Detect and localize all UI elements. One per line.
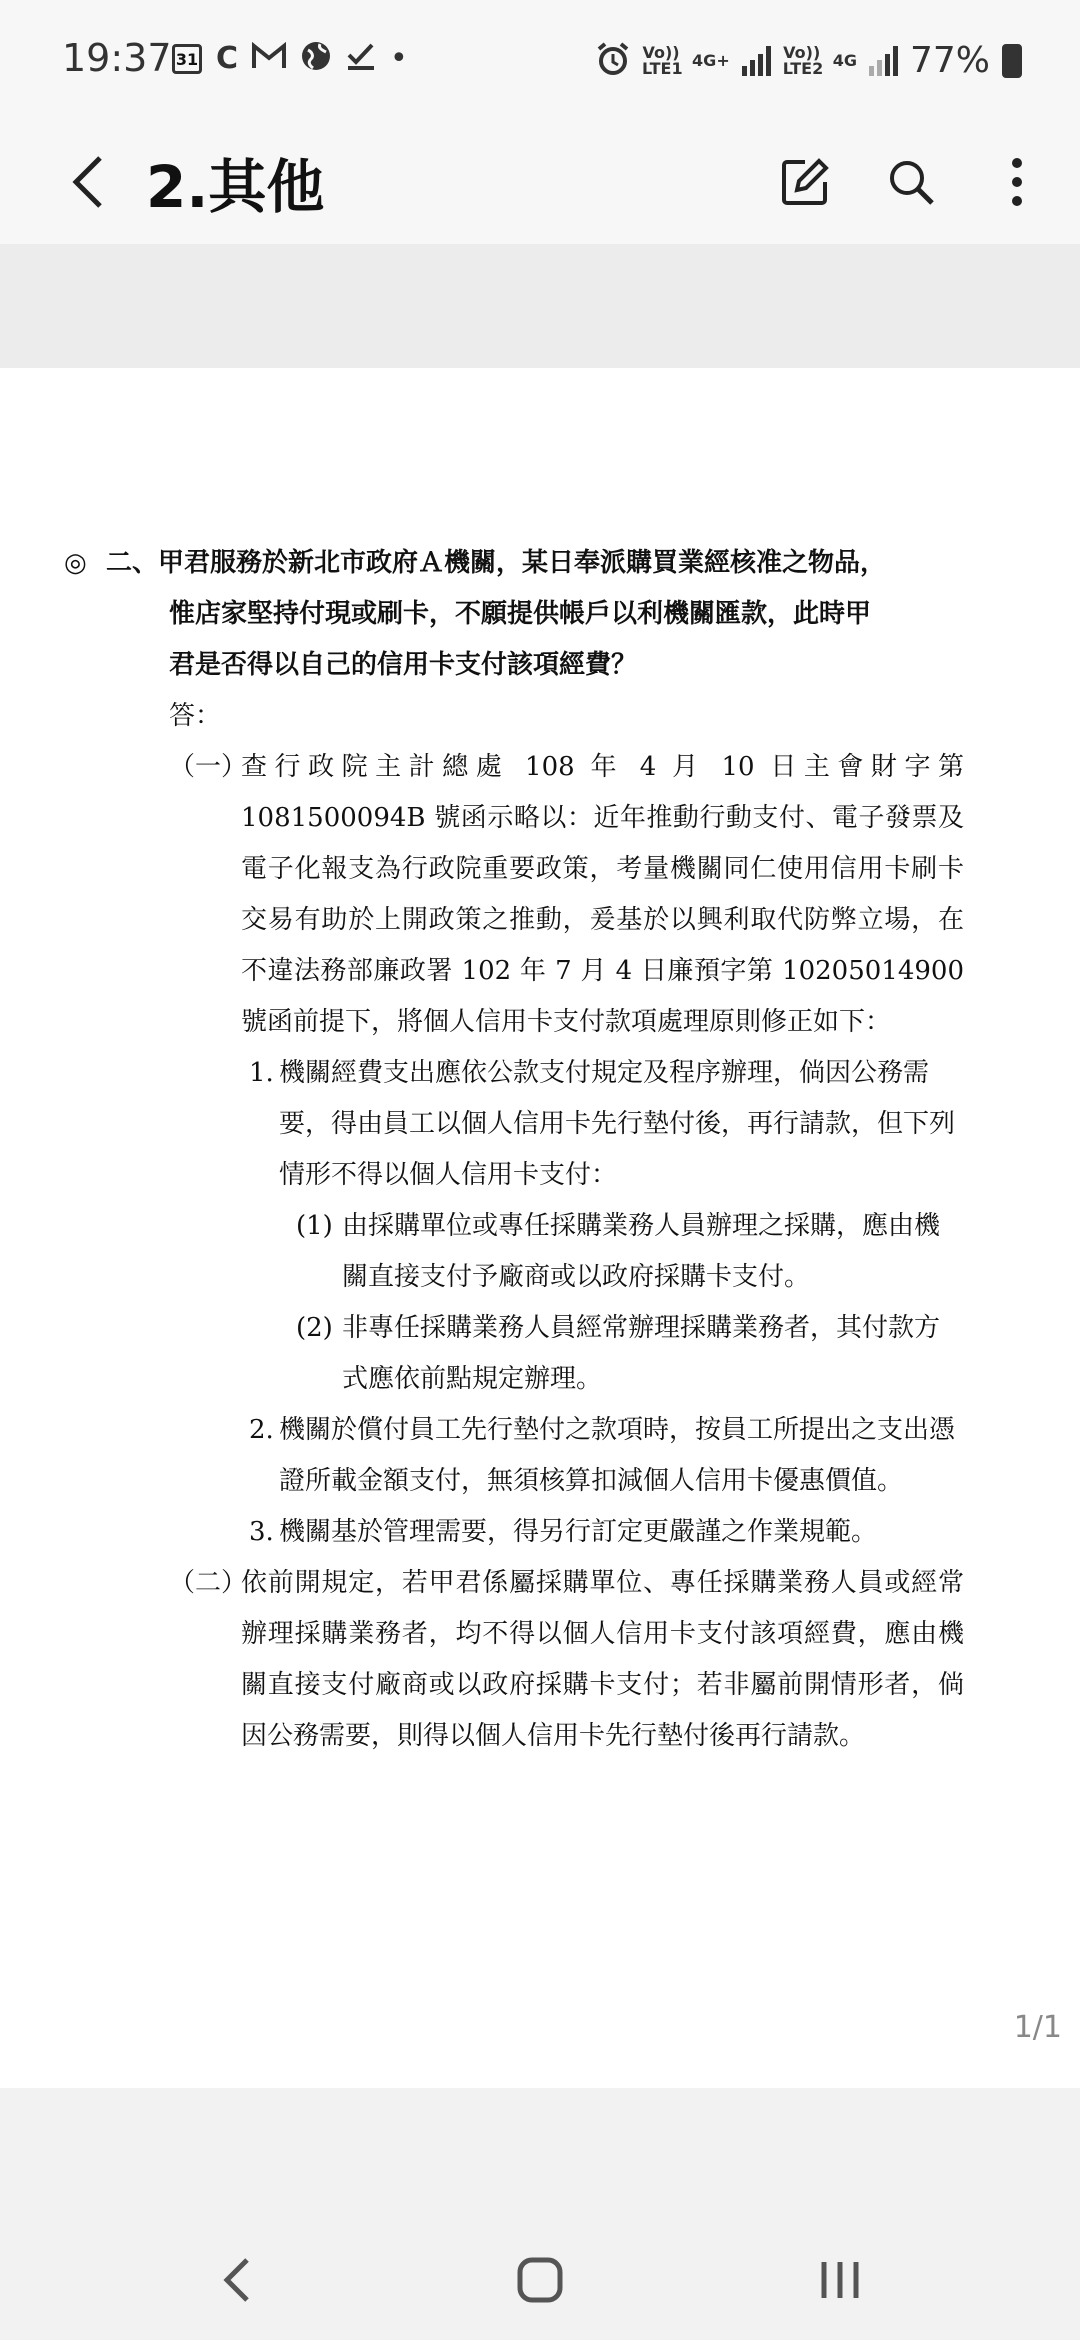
sub-item-label: 3.	[249, 1517, 274, 1547]
nav-home-button[interactable]	[500, 2240, 580, 2320]
nav-back-button[interactable]	[196, 2240, 276, 2320]
sim2-label: Vo)) LTE2	[782, 42, 824, 78]
sub-sub-item-1	[64, 1201, 964, 1303]
check-download-icon	[346, 41, 376, 77]
sub-item-label: 1.	[249, 1058, 274, 1088]
document-content	[64, 538, 964, 1762]
chevron-left-icon	[70, 154, 106, 210]
page-title: 2.其他	[146, 153, 325, 221]
back-button[interactable]	[58, 142, 118, 222]
edit-button[interactable]	[772, 142, 838, 222]
sim1-network: 4G+	[692, 50, 730, 70]
page-indicator: 1/1	[1013, 2010, 1062, 2045]
calendar-icon: 31	[172, 44, 202, 74]
answer-label: 答：	[169, 701, 222, 731]
sub-item-2	[64, 1405, 964, 1507]
sub-sub-item-label: (1)	[296, 1211, 333, 1241]
sub-item-label: 2.	[249, 1415, 274, 1445]
battery-percent: 77%	[909, 40, 990, 81]
sim1-label: Vo)) LTE1	[642, 42, 683, 78]
more-options-button[interactable]	[984, 142, 1050, 222]
sub-item-text: 機關於償付員工先行墊付之款項時，按員工所提出之支出憑證所載金額支付，無須核算扣減個人信用卡優惠價值。	[279, 1415, 956, 1496]
item-label: （一）	[169, 752, 248, 782]
status-time: 19:37	[62, 36, 172, 80]
question-line-1: 二、甲君服務於新北市政府Ａ機關，某日奉派購買業經核准之物品，	[106, 548, 887, 578]
app-bar	[0, 120, 1080, 244]
search-icon	[886, 157, 936, 207]
system-status	[596, 40, 1022, 81]
nav-recents-button[interactable]	[800, 2240, 880, 2320]
home-icon	[516, 2256, 564, 2304]
signal-1-icon	[742, 46, 771, 76]
navigation-bar	[0, 2090, 1080, 2340]
sub-sub-item-2	[64, 1303, 964, 1405]
search-button[interactable]	[878, 142, 944, 222]
notification-icons	[172, 40, 408, 78]
viewer-margin	[0, 244, 1080, 368]
question-line-2: 惟店家堅持付現或刷卡，不願提供帳戶以利機關匯款，此時甲	[169, 599, 872, 629]
sub-item-1	[64, 1048, 964, 1201]
globe-icon	[300, 40, 332, 78]
sub-item-text: 機關經費支出應依公款支付規定及程序辦理，倘因公務需要，得由員工以個人信用卡先行墊付後，再行請款，但下列情形不得以個人信用卡支付：	[279, 1058, 956, 1190]
app-bar-actions	[772, 142, 1050, 222]
c-app-icon: C	[216, 41, 239, 76]
bullet-mark: ◎	[64, 548, 87, 578]
alarm-icon	[596, 42, 630, 80]
item-text: 依前開規定，若甲君係屬採購單位、專任採購業務人員或經常辦理採購業務者，均不得以個人信用卡支付該項經費，應由機關直接支付廠商或以政府採購卡支付；若非屬前開情形者，倘因公務需要，則得以個人信用卡先行墊付後再行請款。	[241, 1568, 964, 1751]
dot-icon: •	[390, 41, 408, 76]
sub-sub-item-text: 由採購單位或專任採購業務人員辦理之採購，應由機關直接支付予廠商或以政府採購卡支付。	[342, 1211, 941, 1292]
document-page[interactable]	[0, 368, 1080, 2088]
answer-item-2	[64, 1558, 964, 1762]
sub-item-text: 機關基於管理需要，得另行訂定更嚴謹之作業規範。	[279, 1517, 878, 1547]
nav-back-icon	[221, 2257, 251, 2303]
more-vertical-icon	[1011, 157, 1023, 207]
item-text: 查行政院主計總處 108 年 4 月 10 日主會財字第1081500094B 號函示略以：近年推動行動支付、電子發票及電子化報支為行政院重要政策，考量機關同仁使用信用卡刷卡交易有助於上開政策之推動，爰基於以興利取代防弊立場，在不違法務部廉政署 102 年 7 月 4 日廉預字第 10205014900 號函前提下，將個人信用卡支付款項處理原則修正如下：	[241, 752, 964, 1037]
sim2-network: 4G	[832, 50, 857, 70]
gmail-icon	[252, 42, 286, 76]
signal-2-icon	[869, 46, 898, 76]
sub-sub-item-label: (2)	[296, 1313, 333, 1343]
edit-icon	[779, 156, 831, 208]
answer-item-1	[64, 742, 964, 1048]
question	[64, 538, 964, 589]
question-line-3: 君是否得以自己的信用卡支付該項經費？	[169, 650, 638, 680]
sub-item-3	[64, 1507, 964, 1558]
sub-sub-item-text: 非專任採購業務人員經常辦理採購業務者，其付款方式應依前點規定辦理。	[342, 1313, 941, 1394]
recents-icon	[818, 2258, 862, 2302]
item-label: （二）	[169, 1568, 248, 1598]
battery-icon	[1002, 44, 1022, 78]
status-bar	[0, 0, 1080, 120]
